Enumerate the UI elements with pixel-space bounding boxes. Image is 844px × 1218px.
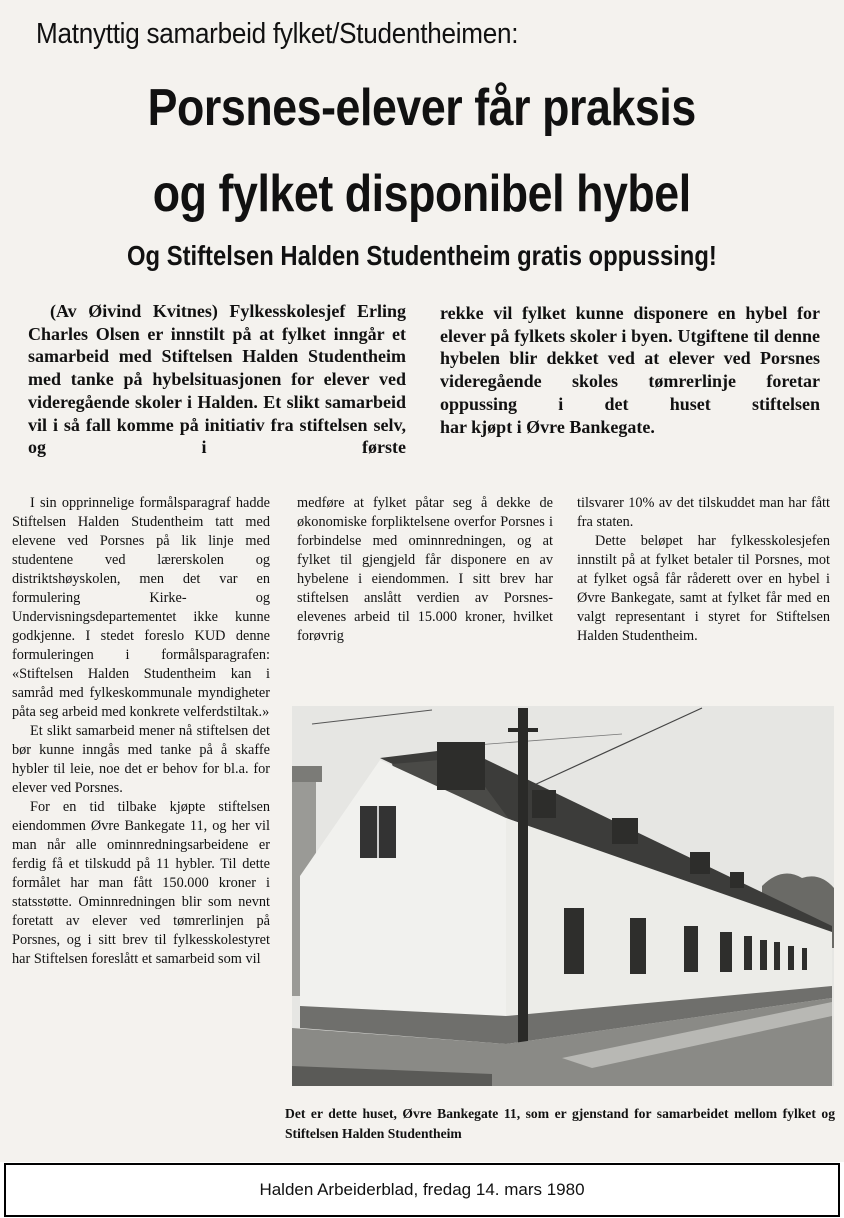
- body-column-1: [12, 494, 270, 969]
- kicker: Matnyttig samarbeid fylket/Studentheimen:: [36, 18, 519, 50]
- paragraph: For en tid tilbake kjøpte stiftelsen eiendommen Øvre Bankegate 11, og her vil man når alle ominnredningsarbeidene er ferdig få et tilskudd på 11 hybler. Til dette formålet har man fått 150.000 kroner i statsstøtte. Ominnredningen blir som nevnt foretatt av elever ved tømrerlinjen på Porsnes, og i sitt brev til fylkesskolestyret har Stiftelsen foreslått et samarbeid som vil: [12, 799, 270, 967]
- paragraph: I sin opprinnelige formålsparagraf hadde Stiftelsen Halden Studentheim tatt med elevene ved Porsnes på lik linje med studentene ved lærerskolen og distriktshøyskolen, men det var en formulering Kirke- og Undervisningsdepartementet ikke kunne godkjenne. I stedet foreslo KUD denne formuleringen i formålsparagrafen: «Stiftelsen Halden Studentheim kan i samråd med fylkeskommunale myndigheter påta seg arbeid med konkrete velferdstiltak.»: [12, 495, 270, 720]
- ingress-column-1: (Av Øivind Kvitnes) Fylkesskolesjef Erling Charles Olsen er innstilt på at fylket inngår et samarbeid med Stiftelsen Halden Studentheim med tanke på hybelsituasjonen for elever ved videregående skoler i Halden. Et slikt samarbeid vil i så fall komme på initiativ fra stiftelsen selv, og i første: [28, 301, 406, 458]
- ingress-column-2-last-line: har kjøpt i Øvre Bankegate.: [440, 416, 655, 437]
- headline-line-2: og fylket disponibel hybel: [153, 165, 691, 223]
- paragraph: Et slikt samarbeid mener nå stiftelsen det bør kunne inngås med tanke på å skaffe hybler til leie, noe det er behov for bl.a. for elever ved Porsnes.: [12, 723, 270, 796]
- source-text: Halden Arbeiderblad, fredag 14. mars 1980: [259, 1180, 585, 1199]
- source-footer: [4, 1163, 840, 1217]
- paragraph: tilsvarer 10% av det tilskuddet man har fått fra staten.: [577, 495, 830, 530]
- headline-line-1: Porsnes-elever får praksis: [147, 79, 697, 137]
- house-photo: [292, 706, 834, 1086]
- subheadline: Og Stiftelsen Halden Studentheim gratis oppussing!: [127, 240, 717, 271]
- paragraph: Dette beløpet har fylkesskolesjefen innstilt på at fylket betaler til Porsnes, mot at fylket også får råderett over en hybel i Øvre Bankegate, samt at fylket får med en valgt representant i styret for Stiftelsen Halden Studentheim.: [577, 533, 830, 644]
- paragraph: medføre at fylket påtar seg å dekke de økonomiske forpliktelsene overfor Porsnes i forbindelse med ominnredningen, og at fylket til gjengjeld får disponere en av hybelene i eiendommen. I sitt brev har stiftelsen anslått verdien av Porsnes-elevenes arbeid til 15.000 kroner, hvilket forøvrig: [297, 495, 553, 644]
- photo-caption: Det er dette huset, Øvre Bankegate 11, som er gjenstand for samarbeidet mellom fylket og Stiftelsen Halden Studentheim: [285, 1106, 835, 1141]
- body-column-2: [297, 494, 553, 646]
- ingress-column-2: rekke vil fylket kunne disponere en hybel for elever på fylkets skoler i byen. Utgiftene til denne hybelen blir dekket ved at elever ved Porsnes videregående skoles tømrerlinje foretar oppussing i det huset stiftelsen har kjøpt i Øvre Bankegate.: [440, 303, 820, 437]
- body-column-3: [577, 494, 830, 646]
